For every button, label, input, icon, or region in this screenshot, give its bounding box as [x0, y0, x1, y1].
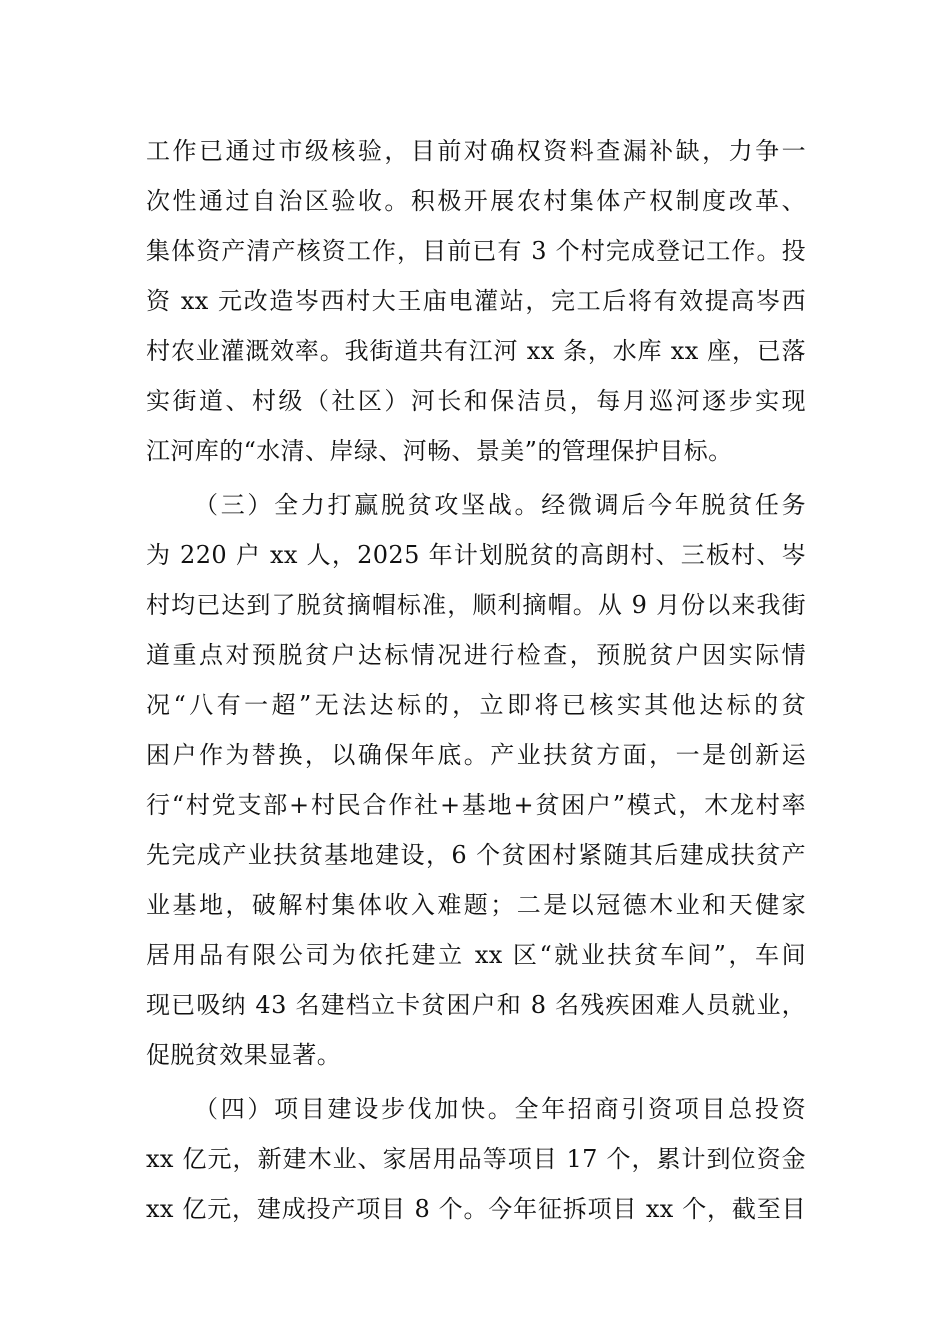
text-line: （四）项目建设步伐加快。全年招商引资项目总投资	[194, 1095, 806, 1123]
text-line: 居用品有限公司为依托建立 xx 区“就业扶贫车间”，车间	[146, 941, 806, 969]
text-line: 实街道、村级（社区）河长和保洁员，每月巡河逐步实现	[146, 387, 806, 415]
text-line: 况“八有一超”无法达标的，立即将已核实其他达标的贫	[146, 691, 806, 719]
text-line: 困户作为替换，以确保年底。产业扶贫方面，一是创新运	[146, 741, 806, 769]
text-line: 行“村党支部+村民合作社+基地+贫困户”模式，木龙村率	[146, 791, 806, 819]
text-line: 村均已达到了脱贫摘帽标准，顺利摘帽。从 9 月份以来我街	[146, 591, 806, 619]
text-line: 先完成产业扶贫基地建设，6 个贫困村紧随其后建成扶贫产	[146, 841, 806, 869]
text-line: （三）全力打赢脱贫攻坚战。经微调后今年脱贫任务	[194, 491, 806, 519]
text-line: 促脱贫效果显著。	[146, 1041, 342, 1069]
text-line: 工作已通过市级核验，目前对确权资料查漏补缺，力争一	[146, 137, 806, 165]
text-line: 次性通过自治区验收。积极开展农村集体产权制度改革、	[146, 187, 806, 215]
paragraph-2	[146, 480, 806, 1080]
text-line: 江河库的“水清、岸绿、河畅、景美”的管理保护目标。	[146, 437, 733, 465]
text-line: 村农业灌溉效率。我街道共有江河 xx 条，水库 xx 座，已落	[146, 337, 806, 365]
text-line: 为 220 户 xx 人，2025 年计划脱贫的高朗村、三板村、岑	[146, 541, 806, 569]
text-line: xx 亿元，新建木业、家居用品等项目 17 个，累计到位资金	[146, 1145, 806, 1173]
text-line: xx 亿元，建成投产项目 8 个。今年征拆项目 xx 个，截至目	[146, 1195, 806, 1223]
text-line: 资 xx 元改造岑西村大王庙电灌站，完工后将有效提高岑西	[146, 287, 806, 315]
paragraph-3	[146, 1084, 806, 1234]
document-body	[146, 126, 806, 1234]
text-line: 集体资产清产核资工作，目前已有 3 个村完成登记工作。投	[146, 237, 806, 265]
text-line: 业基地，破解村集体收入难题；二是以冠德木业和天健家	[146, 891, 806, 919]
text-line: 现已吸纳 43 名建档立卡贫困户和 8 名残疾困难人员就业，	[146, 991, 806, 1019]
text-line: 道重点对预脱贫户达标情况进行检查，预脱贫户因实际情	[146, 641, 806, 669]
paragraph-1	[146, 126, 806, 476]
